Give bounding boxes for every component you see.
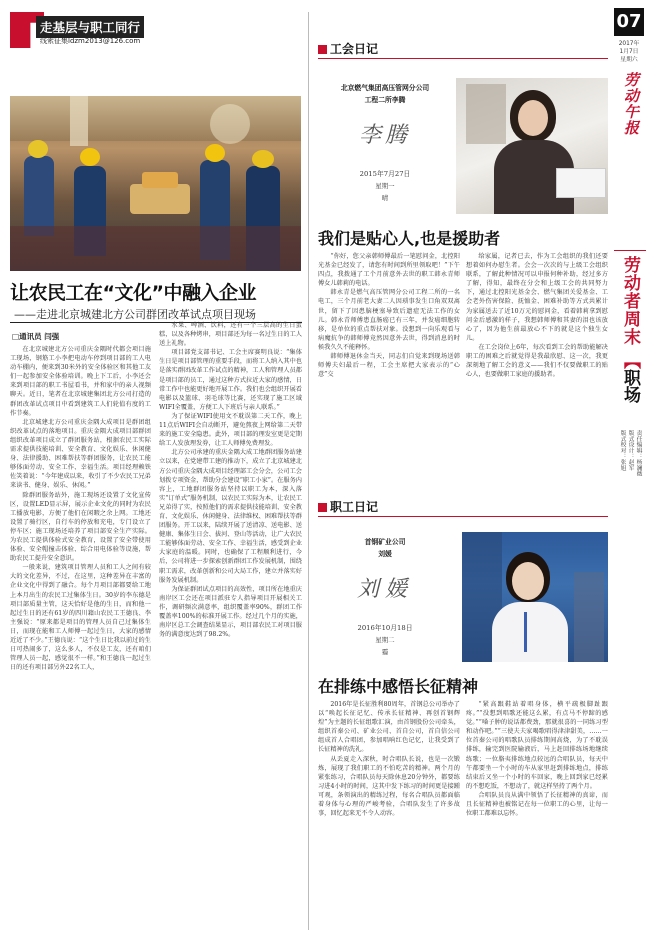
diary2-weather: 霾 bbox=[381, 648, 389, 656]
diary2-signature: 刘媛 bbox=[356, 577, 413, 602]
diary1-date: 2015年7月27日 bbox=[359, 170, 411, 178]
paragraph: 北京城建北方公司重庆金隅大成项目是群团组织改革试点的落地项目。重庆金隅大成项目部群团组织改革项目成立了群团服务站，根据农民工实际需求提供技能培训、安全教育、文化娱乐、休闲健身、法律援助、困难帮扶等群团服务，让农民工能够体面劳动、安全工作、幸福生活。项目经理赖铁佐笑着说：“今年建成以来，收引了不少农民工兄弟来读书、健身、娱乐、休闲。” bbox=[10, 418, 151, 490]
diary1-weather: 晴 bbox=[381, 194, 389, 202]
sidebar-sub-label: 职场 bbox=[620, 369, 640, 403]
paragraph: 在北京城建北方公司重庆金隅时代都会项目施工现场，钢筋工小李把电动车停到项目部的工人电动车棚内，便来到30米外的安全体验区和其他工友们一起参加安全体验培训。晚上下工后，小李还会来到项目部的职工书屋看书，并和家中的亲人视频聊天。近日，笔者在北京城建集团北方公司打造的群团改革试点项目中看到建筑工人们轮值有度的工作节奏。 bbox=[10, 346, 151, 417]
logo-contact: 线索征集ldzm2013@126.com bbox=[40, 37, 141, 45]
diary1-org: 北京燃气集团高压管网分公司 bbox=[340, 84, 430, 92]
diary2-portrait-photo bbox=[462, 532, 608, 662]
paragraph: 北方公司承建的重庆金隅大成工地群团服务站建立以来，在党建带工建的推动下，成立了北京城建北方公司重庆金隅大成项目经理部工会分会，公司工会划拨专项资金，帮助分会建设“职工小家”。在服务内容上，工地群团服务站坚持以职工为本，深入落实“订单式”服务机制，以农民工实际为本，让农民工兄弟得了实，按照他们的需求提供技能培训、安全教育、文化娱乐、休闲健身、法律维权、困难帮扶等群团服务。开工以来，陆续开展了送清凉、送电影、送健康、集体生日会、拔河、登山等活动，让广大农民工能够体面劳动、安全工作、幸福生活，感受到企业大家庭的温暖。同时，也确保了工程顺利进行，今后，公司将进一步探索创新群团工作发展机制，围绕职工需求，改革创新和公司大局工作，建立并落实好服务发展机制。 bbox=[159, 449, 302, 584]
diary2-weekday: 星期二 bbox=[375, 636, 395, 644]
sidebar-divider bbox=[614, 250, 646, 251]
diary1-col1 bbox=[318, 252, 460, 490]
page-number: 07 bbox=[614, 8, 644, 36]
paragraph: 一般来说，建筑项目管理人员和工人之间有较大的文化差异，不过，在这里，这种差异在丰富的企业文化中得到了融合。每个月项目部都要给工地上本月出生的农民工过集体生日。30岁的李东德是项目部质量主管，这天恰好是他的生日，而和他一起过生日的还有61岁的四川籍山农民工王德良、李主强说：“原来都是项目的管理人员自己过集体生日，而现在能和工人师傅一起过生日，大家的感情近近了不少。”王德良说：“这个生日比我以前过的生日可热闹多了，这么多人，不仅是工友，还有咱们管理人员一起，感觉很不一样。”和王德良一起过生日的还有项目部另外22名工人， bbox=[10, 564, 151, 672]
date-weekday: 星期六 bbox=[620, 57, 638, 63]
section-marker-icon bbox=[318, 45, 327, 54]
paragraph: 为了保证WIFI使用文不耽误第二天工作，晚上11点后WIFI会自动断开，避免熬夜上网给第二天带来的施工安全隐患。此外，项目部的理发室更是定期给工人发放理发券，让工人师傅免费理发。 bbox=[159, 412, 302, 448]
editor-line: 版式校对：张旭 bbox=[619, 430, 625, 471]
section-marker-icon bbox=[318, 503, 327, 512]
paragraph: 韩师傅退休金当天，同志们自觉来到现场送韩师傅夫妇最后一程，工会主席把大家表示的“心意”交 bbox=[318, 353, 460, 379]
main-headline: 让农民工在“文化”中融入企业 bbox=[10, 282, 256, 304]
diary2-col1 bbox=[318, 700, 460, 930]
diary2-date: 2016年10月18日 bbox=[357, 624, 413, 632]
paper-logo: 劳动午报 bbox=[622, 72, 640, 136]
date-block bbox=[614, 40, 644, 64]
paragraph: 2016年是长征胜利80周年，首钢总公司举办了以“唤起长征记忆、传承长征精神、再创首钢辉煌”为主题的长征组歌汇演，由首钢股份公司牵头，组织首秦公司、矿业公司、首自公司，首自信公司组成首人合唱团，参加唱响红色记忆，让我受到了长征精神的洗礼。 bbox=[318, 701, 460, 754]
main-byline: □通讯员 闫强 bbox=[12, 332, 60, 341]
paragraph: “你好，您父亲韩师傅最后一笔慰问金，北控阳光基金已经发了，请您有时间到所里领取吧！”下午四点，我拨通了工个月前意外去世的职工韩永青师傅女儿韩莉的电话。 bbox=[318, 253, 460, 288]
masthead-logo bbox=[10, 12, 182, 52]
editor-line: 责任编辑：杨澜薇 bbox=[635, 430, 641, 477]
sidebar-section-name: 劳动者周末 bbox=[620, 256, 640, 346]
paragraph: 从丢夏走入深秋，时合唱队长说，也是一次锻炼，展现了我们职工的不怕吃苦的精神。两个月的紧张练习，合唱队员每天除休息20分钟外，都要练习进4小时的时间，这其中发下练习的时间更是接踵可观，条领演出的精练过程，每名合唱队员都面临着身体与心理的严峻考验，合唱队发生了许多故事，回忆起来无不令人动容。 bbox=[318, 755, 460, 818]
diary2-section-label bbox=[318, 498, 378, 515]
diary1-section-rule bbox=[318, 58, 608, 59]
diary2-section-title: 职工日记 bbox=[330, 500, 379, 514]
diary1-signature: 李腾 bbox=[358, 123, 411, 148]
paragraph: 水果、啤酒、饮料，还有一个三层高的生日蛋糕，以及各种烤串，项目部还为每一名过生日的工人送上礼物。 bbox=[159, 322, 302, 348]
paragraph: 除群团服务站外，施工现场还设置了文化宣传区，设置LED显示屏，展示企业文化的同时为农民工播放电影，方便了他们在闲暇之余上网。工地还设置了骑行区，自行车的停放和充电，专门设立了停车区；施工现场还培养了项目部安全生产实际。为农民工提供体验式安全教育，设置了安全带使用体验、安全帽撞击体验、综合用电体验等设施，帮助农民工提升安全意识。 bbox=[10, 491, 151, 563]
paragraph: 在工会岗位上6年，每次看到工会的帮助能解决职工的困难之后就觉得是我最欣慰、这一次，我更深刻地了解工会的意义——我们不仅要做职工的贴心人，也要做职工家庭的援助者。 bbox=[466, 343, 608, 379]
diary2-person: 刘媛 bbox=[378, 550, 392, 558]
main-subhead: ——走进北京城建北方公司群团改革试点项目现场 bbox=[14, 308, 256, 321]
paragraph: 给家属，记者已去，作为工会组织的我们还要想着如何办慰生者。会会一次次的与上级工会组织联系，了解此种情况可以申报何种补助，经过多方了解，得知，最终在分会和上级工会的共同努力下，通过北控阳光基金会、燃气集团关爱基金、工会老外伤害保险、抚恤金、困难补助等方式共累计为家属送去了近10万元的慰问金，看着韩莉拿到慰问金后感激的样子，我想韩师傅和其妻的泪也该放心了，因为他生前最放心不下的就是这个独生女儿。 bbox=[466, 253, 608, 342]
paragraph: 合唱队员良从满中领悟了长征精神的真谛，而且长征精神也被铭记在每一位职工的心里，让每一位职工都难以忘怀。 bbox=[466, 791, 608, 818]
paragraph: 为保证群团试点项目的高效性，项目所在地重庆南岸区工会还在项目派驻专人指导项目开展相关工作，调研频次满意率，组织覆盖率90%，群团工作覆盖率100%的标准开展工作。经过几个月的实施，南岸区总工会调查结果显示，项目部农民工对项目服务的满意度达到了98.2%。 bbox=[159, 585, 302, 639]
sidebar-editors bbox=[618, 430, 642, 520]
diary1-headline: 我们是贴心人,也是援助者 bbox=[318, 229, 501, 248]
sidebar-sub bbox=[616, 352, 644, 403]
diary1-weekday: 星期一 bbox=[375, 182, 395, 190]
bracket-open-icon: 【 bbox=[620, 352, 640, 369]
main-article-col2 bbox=[159, 321, 302, 930]
workers-birthday-photo bbox=[10, 96, 301, 271]
diary1-section-title: 工会日记 bbox=[330, 42, 379, 56]
paragraph: 项目部党支部书记、工会主席赛明良说：“集体生日是项目部管理的重要手段，而将工人纳入其中也是落实群团改革工作试点的精神，工人和管理人员都是项目部的员工，通过这种方式拉近大家的感情，日常工作中也能更好地开展工作。我们也会组织开展看电影以及篮球、羽毛球等比赛，还实现了施工区域WIFI全覆盖，方便工人下班后与亲人联系。” bbox=[159, 349, 302, 411]
paragraph: 韩永青是燃气高压管网分公司工程二所的一名电工，三个月前老大妻二人因琐事发生口角双双离世，留下了因患脑梗塞导致后遗症无法工作的女儿。韩永青师傅患直肠癌已有三年，并发癌细胞转移，是单位的重点帮扶对象。没想到一向乐观看与病魔抗争的韩师傅竟然因意外去世，得到消息的时候我久久不能释怀。 bbox=[318, 289, 460, 351]
editor-line: 版式设计：赵军 bbox=[627, 430, 633, 471]
diary1-section-label bbox=[318, 40, 378, 57]
diary2-org: 首钢矿业公司 bbox=[364, 538, 406, 546]
diary2-headline: 在排练中感悟长征精神 bbox=[318, 677, 479, 696]
diary1-person-title: 工程二所李腾 bbox=[364, 96, 406, 104]
diary1-portrait-photo bbox=[456, 78, 608, 214]
logo-title: 走基层与职工同行 bbox=[36, 16, 144, 38]
column-divider bbox=[308, 12, 309, 930]
diary2-col2 bbox=[466, 700, 608, 930]
date-year: 2017年 bbox=[618, 41, 640, 47]
paragraph: “紧高跟鞋站着唱身体，横平疏极脚趾跟疼。”“没想到唱歌还能这么累，有点马不停蹄的感觉。”“嗓子肿的说话都费劲，那就很喜的一同练习型和动作吧。”“三使夫夫家喝歌唱得津津甜美，……一位首秦公司的唱歌队员排练期间高烧，为了不耽误排练，输完到医院输液后，马上赶回排练场地继续练歌；一位胳夷排练地点较远的合唱队员，每天中午都要坐一个小时的车从家里赶到排练地点，排练结束后又坐一个小时的车回家，晚上回到家已经累的不想吃饭，不想动了，就这样坚持了两个月。 bbox=[466, 701, 608, 790]
diary1-col2 bbox=[466, 252, 608, 490]
main-article-col1 bbox=[10, 345, 151, 930]
diary2-section-rule bbox=[318, 516, 608, 517]
date-day: 1月7日 bbox=[619, 49, 639, 55]
